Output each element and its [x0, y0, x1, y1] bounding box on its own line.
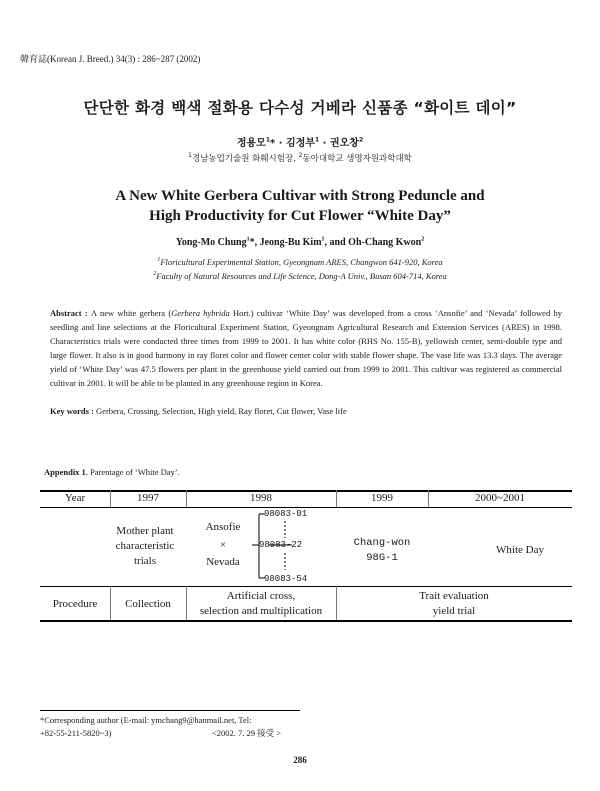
- english-authors: Yong-Mo Chung$^1$*, Jeong-Bu Kim$^1$, and Oh-Chang Kwon$^2$: [175, 236, 425, 248]
- footnote-rule: [40, 710, 300, 711]
- header-1999: 1999: [371, 492, 393, 504]
- changwon-98g-1: Chang-won 98G-1: [353, 537, 411, 564]
- appendix-caption: Appendix 1. Parentage of ‘White Day’.: [44, 467, 180, 477]
- corresponding-author-footnote: *Corresponding author (E-mail: ymchang9@hanmail.net, Tel: +82-55-211-5820~3): [40, 715, 252, 738]
- header-1998: 1998: [250, 492, 272, 504]
- procedure-artificial-cross: Artificial cross, selection and multiplication: [199, 590, 323, 617]
- header-year: Year: [64, 492, 86, 504]
- header-2000-2001: 2000~2001: [475, 492, 525, 504]
- procedure-collection: Collection: [125, 598, 171, 610]
- parentage-table: [40, 490, 572, 620]
- abstract: Abstract : A new white gerbera (Gerbera hybrida Hort.) cultivar ‘White Day’ was developed from a cross ‘Ansofie’ and ‘Nevada’ followed by seedling and line selections at the Floricultural Experiment Station, Gyeongnam Agricultural Research and Extension Services (ARES) in 1998. Characteristics trials were conducted three times from 1999 to 2001. It has white color (RHS No. 155-B), yellowish center, semi-double type and large flower. It also is in good harmony in ray floret color and flower center color with stable flower shape. The vase life was 13.3 days. The average yield of ‘White Day’ was 47.5 flowers per plant in the greenhouse yield carried out from 1999 to 2001. This cultivar was registered as commercial cultivar in 2001. It will be able to be planted in any greenhouse region in Korea.: [50, 308, 562, 388]
- line-98083-22: 98083-22: [259, 540, 303, 550]
- line-98083-01: 98083-01: [264, 509, 308, 519]
- cultivar-white-day: White Day: [496, 544, 544, 556]
- table-bottom-rule: [40, 620, 572, 622]
- korean-title: 단단한 화경 백색 절화용 다수성 거베라 신품종 “화이트 데이”: [83, 99, 517, 117]
- procedure-label: Procedure: [52, 598, 98, 610]
- parent-ansofie: Ansofie: [205, 521, 241, 533]
- english-affiliations: $^1$Floricultural Experimental Station, Gyeongnam ARES, Changwon 641-920, Korea $^2$Faculty of Natural Resources and Life Science, Dong-A Univ., Busan 604-714, Korea: [153, 257, 447, 281]
- procedure-trait-evaluation: Trait evaluation yield trial: [419, 590, 489, 617]
- journal-citation: 韓育誌(Korean J. Breed.) 34(3) : 286~287 (2002): [20, 54, 201, 64]
- korean-authors: 정용모$^1$* · 김정부$^1$ · 권오창$^2$: [236, 136, 364, 149]
- received-date: <2002. 7. 29 接受 >: [212, 728, 282, 738]
- line-98083-54: 98083-54: [264, 574, 308, 584]
- header-1997: 1997: [137, 492, 159, 504]
- english-title: A New White Gerbera Cultivar with Strong Peduncle and High Productivity for Cut Flower “White Day”: [115, 188, 485, 224]
- cross-symbol: ×: [219, 539, 227, 551]
- korean-affiliations: $^1$경남농업기술원 화훼시험장, $^2$동아대학교 생명자원과학대학: [188, 152, 412, 164]
- page-number: 286: [293, 755, 307, 765]
- mother-plant-trials: Mother plant characteristic trials: [115, 525, 175, 567]
- parent-nevada: Nevada: [206, 556, 240, 568]
- keywords: Key words : Gerbera, Crossing, Selection, High yield, Ray floret, Cut flower, Vase life: [50, 406, 347, 416]
